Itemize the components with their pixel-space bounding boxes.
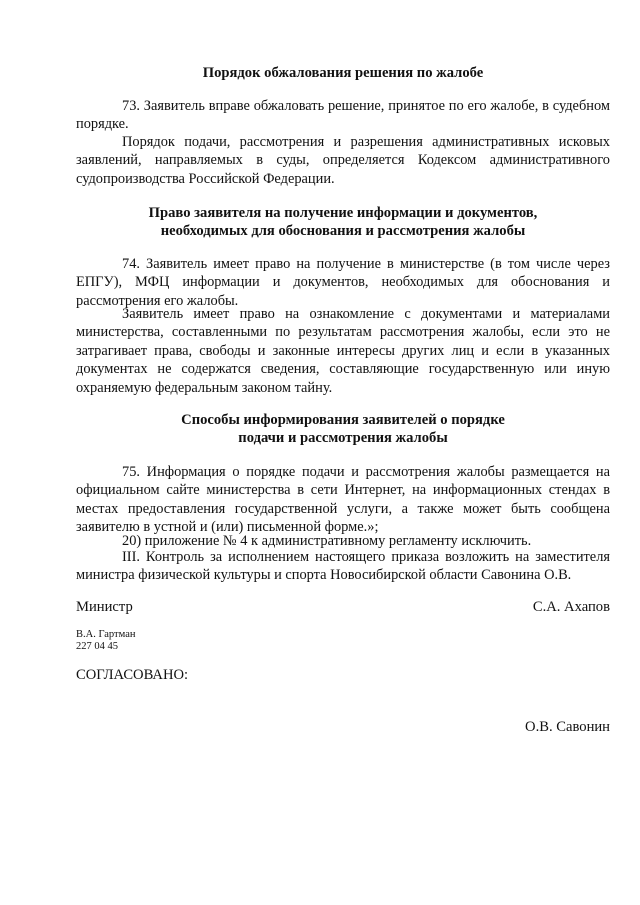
paragraph-74: 74. Заявитель имеет право на получение в министерстве (в том числе через ЕПГУ), МФЦ информации и документов, необходимых для обоснования и рассмотрения его жалобы. [76,256,610,309]
section-75-heading-line1: Способы информирования заявителей о порядке [181,412,505,428]
section-74-heading-line1: Право заявителя на получение информации и документов, [148,205,538,221]
section-74-heading-line2: необходимых для обоснования и рассмотрения жалобы [160,223,526,239]
executor-phone: 227 04 45 [76,641,118,652]
paragraph-73: 73. Заявитель вправе обжаловать решение, принятое по его жалобе, в судебном порядке. [76,98,610,133]
approval-name: О.В. Савонин [525,719,610,735]
section-73-heading: Порядок обжалования решения по жалобе [202,65,484,81]
approval-label: СОГЛАСОВАНО: [76,667,189,683]
section-75-heading-line2: подачи и рассмотрения жалобы [238,430,448,446]
paragraph-73-procedure: Порядок подачи, рассмотрения и разрешения административных исковых заявлений, направляемых в суды, определяется Кодексом административного судопроизводства Российской Федерации. [76,134,610,187]
signature-name: С.А. Ахапов [532,599,610,615]
paragraph-74-familiarization: Заявитель имеет право на ознакомление с документами и материалами министерства, составленными по результатам рассмотрения жалобы, если это не затрагивает права, свободы и законные интересы других лиц и если в указанных документах не содержатся сведения, составляющие государственную или иную охраняемую федеральным законом тайну. [76,306,610,396]
paragraph-20: 20) приложение № 4 к административному регламенту исключить. [122,533,532,549]
executor-name: В.А. Гартман [76,629,136,640]
paragraph-iii-control: III. Контроль за исполнением настоящего приказа возложить на заместителя министра физической культуры и спорта Новосибирской области Савонина О.В. [76,549,610,584]
paragraph-75: 75. Информация о порядке подачи и рассмотрения жалобы размещается на официальном сайте министерства в сети Интернет, на информационных стендах в местах предоставления государственной услуги, а также может быть сообщена заявителю в устной и (или) письменной форме.»; [76,464,610,536]
signature-role: Министр [76,599,133,615]
